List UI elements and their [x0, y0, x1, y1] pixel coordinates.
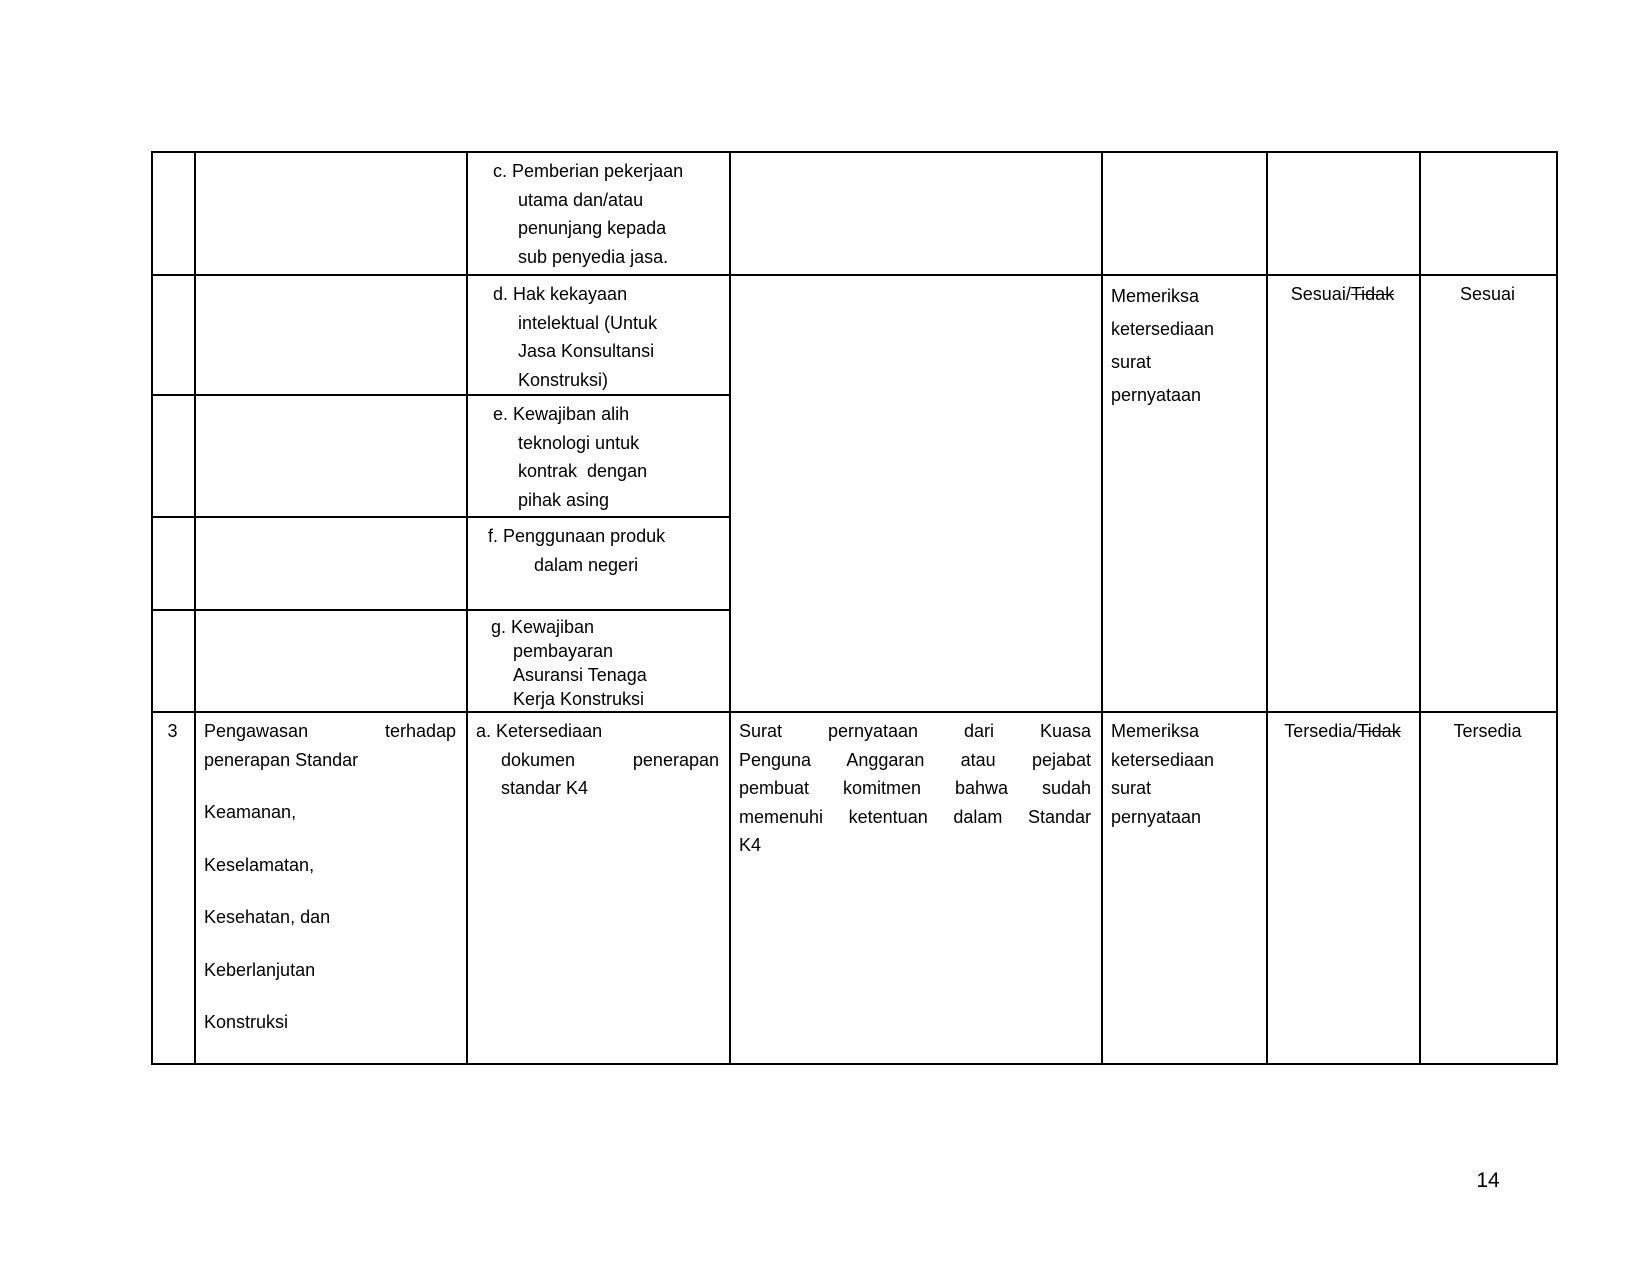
description-paragraph: Keberlanjutan — [204, 959, 316, 980]
cell-no-empty — [152, 152, 195, 275]
item-line: kontrak dengan — [518, 461, 648, 481]
table-row-3 — [152, 712, 1557, 1064]
item-line: standar K4 — [501, 778, 589, 798]
cell-description-empty — [195, 395, 467, 517]
item-line: pihak asing — [518, 489, 610, 510]
item-line: e. Kewajiban alih — [493, 404, 630, 424]
cell-conclusion-empty — [1420, 152, 1557, 275]
cell-no — [152, 712, 195, 1064]
cell-description-empty — [195, 517, 467, 610]
description-line: penerapan Standar — [204, 749, 359, 770]
cell-method-empty — [1102, 152, 1267, 275]
method-line: Memeriksa — [1111, 286, 1200, 306]
evidence-line: pembuat komitmen bahwa sudah — [739, 778, 1091, 798]
evidence-line: memenuhi ketentuan dalam Standar — [739, 806, 1091, 827]
table-row-d — [152, 275, 1557, 395]
cell-evidence — [730, 712, 1102, 1064]
page-number: 14 — [1476, 1169, 1500, 1192]
cell-description — [195, 712, 467, 1064]
cell-item-d — [467, 275, 730, 395]
item-line: intelektual (Untuk — [518, 312, 658, 333]
cell-no-empty — [152, 275, 195, 395]
result-separator: / — [1352, 721, 1358, 741]
evidence-line: K4 — [739, 835, 762, 855]
conclusion-text: Tersedia — [1453, 721, 1522, 741]
cell-description-empty — [195, 152, 467, 275]
description-paragraph: Keselamatan, — [204, 854, 315, 875]
method-line: surat — [1111, 778, 1152, 798]
cell-evidence-empty — [730, 152, 1102, 275]
result-kept-text: Tersedia — [1284, 721, 1353, 741]
description-paragraph: Konstruksi — [204, 1012, 289, 1032]
cell-item-a — [467, 712, 730, 1064]
item-line: dokumen penerapan — [501, 749, 719, 770]
result-kept-text: Sesuai — [1290, 284, 1346, 304]
description-line: Pengawasan terhadap — [204, 721, 456, 741]
cell-item-f — [467, 517, 730, 610]
item-line: pembayaran — [513, 641, 614, 661]
item-line: teknologi untuk — [518, 432, 640, 453]
cell-conclusion — [1420, 712, 1557, 1064]
cell-method-merged — [1102, 275, 1267, 712]
item-line: utama dan/atau — [518, 189, 644, 210]
item-line: d. Hak kekayaan — [493, 284, 628, 304]
cell-item-g — [467, 610, 730, 712]
item-line: g. Kewajiban — [491, 617, 595, 637]
item-line: c. Pemberian pekerjaan — [493, 161, 684, 181]
cell-result-options — [1267, 712, 1420, 1064]
method-line: pernyataan — [1111, 806, 1202, 827]
result-separator: / — [1345, 284, 1351, 304]
item-line: Konstruksi) — [518, 369, 609, 390]
result-struck-text: Tidak — [1357, 721, 1401, 741]
item-line: Jasa Konsultansi — [518, 341, 655, 361]
cell-description-empty — [195, 610, 467, 712]
method-line: surat — [1111, 352, 1152, 372]
checklist-table — [151, 151, 1558, 1065]
item-line: dalam negeri — [534, 554, 639, 575]
method-line: ketersediaan — [1111, 749, 1215, 770]
cell-no-empty — [152, 395, 195, 517]
cell-item-e — [467, 395, 730, 517]
cell-no-empty — [152, 610, 195, 712]
cell-result-options — [1267, 275, 1420, 712]
method-line: Memeriksa — [1111, 721, 1200, 741]
method-line: pernyataan — [1111, 385, 1202, 405]
item-line: penunjang kepada — [518, 218, 667, 238]
table-row-c — [152, 152, 1557, 275]
cell-no-empty — [152, 517, 195, 610]
row-number: 3 — [167, 721, 178, 741]
description-paragraph: Kesehatan, dan — [204, 907, 331, 927]
method-line: ketersediaan — [1111, 319, 1215, 339]
cell-result-empty — [1267, 152, 1420, 275]
evidence-line: Surat pernyataan dari Kuasa — [739, 721, 1091, 741]
item-line: Kerja Konstruksi — [513, 689, 645, 709]
cell-method — [1102, 712, 1267, 1064]
cell-evidence-merged-empty — [730, 275, 1102, 712]
cell-item-c — [467, 152, 730, 275]
result-struck-text: Tidak — [1350, 284, 1395, 304]
item-line: sub penyedia jasa. — [518, 246, 669, 267]
item-line: a. Ketersediaan — [476, 721, 603, 741]
cell-description-empty — [195, 275, 467, 395]
item-line: Asuransi Tenaga — [513, 665, 647, 685]
conclusion-text: Sesuai — [1459, 284, 1516, 304]
item-line: f. Penggunaan produk — [488, 526, 666, 546]
cell-conclusion — [1420, 275, 1557, 712]
description-paragraph: Keamanan, — [204, 802, 297, 822]
evidence-line: Penguna Anggaran atau pejabat — [739, 749, 1091, 770]
